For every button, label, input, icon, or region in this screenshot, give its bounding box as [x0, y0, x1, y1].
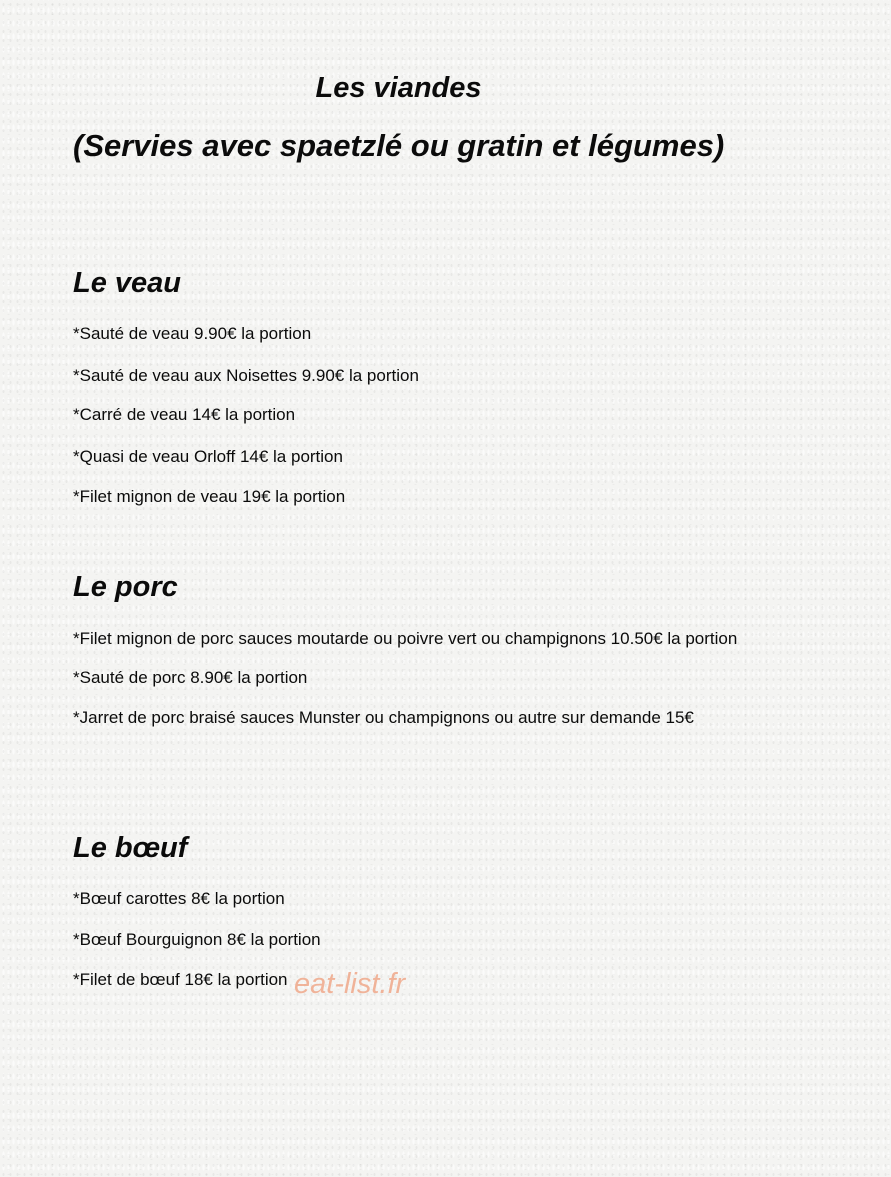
section-heading: Le veau — [73, 267, 181, 299]
section-boeuf — [73, 830, 863, 991]
section-veau — [73, 265, 863, 508]
list-item: *Filet mignon de veau 19€ la portion — [73, 487, 346, 506]
list-item: *Filet mignon de porc sauces moutarde ou poivre vert ou champignons 10.50€ la portion — [73, 629, 738, 648]
watermark: eat-list.fr — [294, 968, 406, 1000]
section-heading: Le bœuf — [73, 832, 188, 864]
list-item: *Jarret de porc braisé sauces Munster ou champignons ou autre sur demande 15€ — [73, 708, 694, 727]
item-list — [73, 323, 863, 508]
list-item: *Bœuf Bourguignon 8€ la portion — [73, 930, 321, 949]
list-item: *Filet de bœuf 18€ la portion — [73, 970, 288, 989]
section-porc — [73, 569, 863, 729]
item-list — [73, 888, 863, 991]
list-item: *Carré de veau 14€ la portion — [73, 405, 296, 424]
section-heading: Le porc — [73, 571, 178, 603]
list-item: *Sauté de veau aux Noisettes 9.90€ la portion — [73, 366, 419, 385]
page-title: Les viandes — [315, 72, 482, 104]
list-item: *Sauté de veau 9.90€ la portion — [73, 324, 312, 343]
list-item: *Bœuf carottes 8€ la portion — [73, 889, 285, 908]
item-list — [73, 628, 863, 729]
list-item: *Sauté de porc 8.90€ la portion — [73, 668, 308, 687]
list-item: *Quasi de veau Orloff 14€ la portion — [73, 447, 343, 466]
page-subtitle: (Servies avec spaetzlé ou gratin et légumes) — [73, 128, 725, 163]
